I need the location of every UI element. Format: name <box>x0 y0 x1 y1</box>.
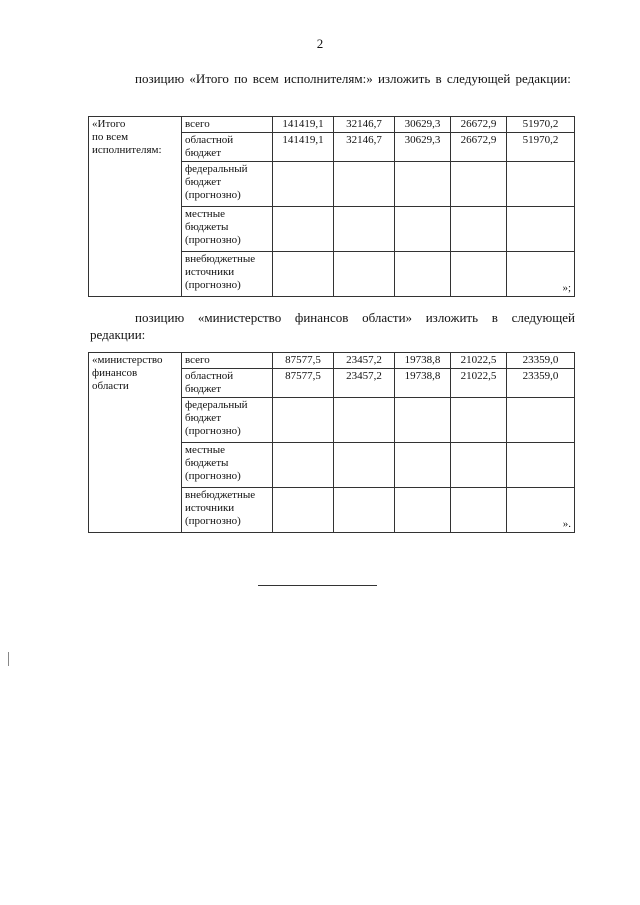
value-cell <box>395 207 451 252</box>
source-cell: всего <box>182 117 273 133</box>
value-cell: 51970,2 <box>507 133 575 162</box>
source-cell: внебюджетные источники (прогнозно) <box>182 252 273 297</box>
value-cell <box>334 398 395 443</box>
value-cell <box>334 162 395 207</box>
value-cell <box>395 252 451 297</box>
section2-budget-table <box>88 352 575 533</box>
section1-intro-paragraph: позицию «Итого по всем исполнителям:» изложить в следующей редакции: <box>135 71 571 86</box>
table-row <box>89 117 575 133</box>
value-cell: 23457,2 <box>334 353 395 369</box>
executor-cell <box>89 353 182 533</box>
value-cell <box>395 443 451 488</box>
source-cell: местные бюджеты (прогнозно) <box>182 443 273 488</box>
page-number: 2 <box>316 36 324 51</box>
value-cell: 26672,9 <box>451 117 507 133</box>
value-cell: 26672,9 <box>451 133 507 162</box>
value-cell <box>334 207 395 252</box>
value-cell: 23359,0 <box>507 369 575 398</box>
value-cell: 23359,0 <box>507 353 575 369</box>
source-cell: всего <box>182 353 273 369</box>
value-cell: 32146,7 <box>334 133 395 162</box>
source-cell: федеральный бюджет (прогнозно) <box>182 162 273 207</box>
value-cell: 51970,2 <box>507 117 575 133</box>
value-cell <box>451 398 507 443</box>
executor-cell <box>89 117 182 297</box>
source-cell: областной бюджет <box>182 133 273 162</box>
value-cell <box>273 398 334 443</box>
value-cell: 141419,1 <box>273 117 334 133</box>
value-cell: 30629,3 <box>395 117 451 133</box>
value-cell: 23457,2 <box>334 369 395 398</box>
value-cell <box>507 443 575 488</box>
value-cell <box>451 162 507 207</box>
value-cell <box>507 162 575 207</box>
value-cell <box>334 443 395 488</box>
margin-mark <box>8 652 9 666</box>
closing-quote: »; <box>507 252 575 297</box>
source-cell: местные бюджеты (прогнозно) <box>182 207 273 252</box>
executor-line: «Итого <box>92 118 126 130</box>
value-cell <box>395 488 451 533</box>
value-cell <box>273 443 334 488</box>
value-cell <box>395 398 451 443</box>
value-cell: 87577,5 <box>273 369 334 398</box>
value-cell <box>451 252 507 297</box>
value-cell: 87577,5 <box>273 353 334 369</box>
value-cell <box>451 488 507 533</box>
value-cell: 21022,5 <box>451 369 507 398</box>
source-cell: внебюджетные источники (прогнозно) <box>182 488 273 533</box>
value-cell: 21022,5 <box>451 353 507 369</box>
closing-quote: ». <box>507 488 575 533</box>
separator-line <box>258 585 377 586</box>
section1-budget-table <box>88 116 575 297</box>
value-cell <box>395 162 451 207</box>
value-cell: 19738,8 <box>395 353 451 369</box>
value-cell: 30629,3 <box>395 133 451 162</box>
value-cell: 19738,8 <box>395 369 451 398</box>
executor-line: финансов <box>92 367 138 379</box>
value-cell <box>507 207 575 252</box>
executor-line: области <box>92 380 129 392</box>
value-cell <box>334 488 395 533</box>
value-cell <box>334 252 395 297</box>
executor-line: исполнителям: <box>92 144 162 156</box>
value-cell <box>273 252 334 297</box>
value-cell <box>273 162 334 207</box>
value-cell <box>507 398 575 443</box>
executor-line: «министерство <box>92 354 163 366</box>
value-cell <box>451 207 507 252</box>
executor-line: по всем <box>92 131 129 143</box>
value-cell <box>451 443 507 488</box>
table-row <box>89 353 575 369</box>
source-cell: областной бюджет <box>182 369 273 398</box>
source-cell: федеральный бюджет (прогнозно) <box>182 398 273 443</box>
value-cell: 32146,7 <box>334 117 395 133</box>
section2-intro-paragraph: позицию «министерство финансов области» изложить в следующей редакции: <box>90 310 575 342</box>
value-cell <box>273 488 334 533</box>
value-cell: 141419,1 <box>273 133 334 162</box>
value-cell <box>273 207 334 252</box>
